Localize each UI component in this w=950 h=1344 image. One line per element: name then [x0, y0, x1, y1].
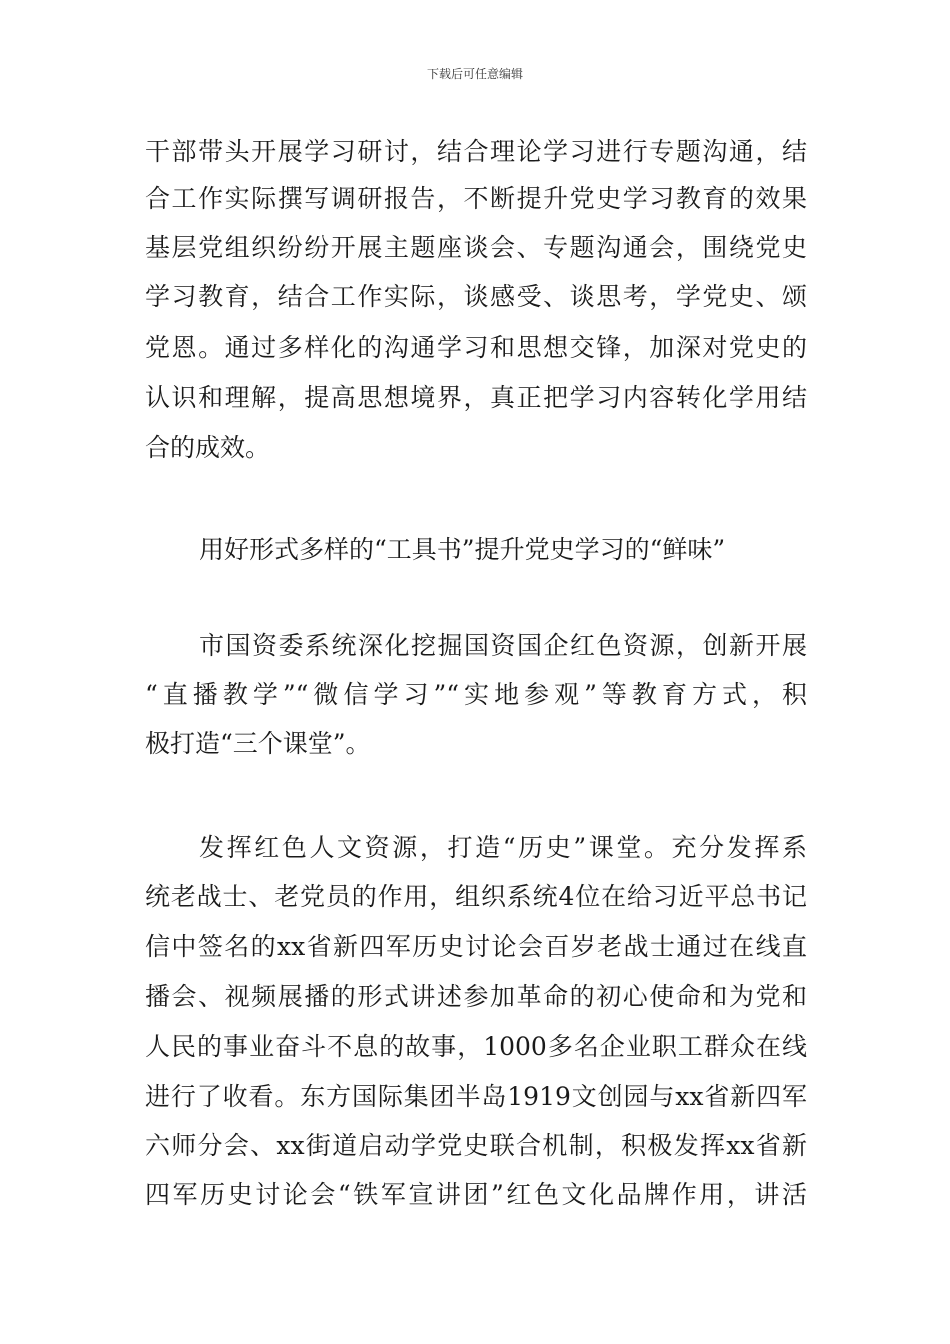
section-heading: 用好形式多样的“工具书”提升党史学习的“鲜味” [199, 535, 726, 564]
paragraph-line: 信中签名的xx省新四军历史讨论会百岁老战士通过在线直 [145, 932, 807, 961]
paragraph-line: 四军历史讨论会“铁军宣讲团”红色文化品牌作用，讲活 [145, 1180, 807, 1209]
paragraph-line: 合的成效。 [145, 433, 271, 462]
paragraph-line: 合工作实际撰写调研报告，不断提升党史学习教育的效果 [145, 184, 807, 213]
paragraph-line: 六师分会、xx街道启动学党史联合机制，积极发挥xx省新 [145, 1131, 807, 1160]
paragraph-line: 播会、视频展播的形式讲述参加革命的初心使命和为党和 [145, 982, 807, 1011]
paragraph-line: 人民的事业奋斗不息的故事，1000多名企业职工群众在线 [145, 1032, 807, 1061]
paragraph-line: 基层党组织纷纷开展主题座谈会、专题沟通会，围绕党史 [145, 233, 807, 262]
paragraph-line: 发挥红色人文资源，打造“历史”课堂。充分发挥系 [199, 833, 807, 862]
paragraph-line: “直播教学”“微信学习”“实地参观”等教育方式，积 [145, 680, 807, 709]
paragraph-line: 市国资委系统深化挖掘国资国企红色资源，创新开展 [199, 631, 807, 660]
paragraph-line: 认识和理解，提高思想境界，真正把学习内容转化学用结 [145, 383, 807, 412]
paragraph-line: 极打造“三个课堂”。 [145, 729, 371, 758]
paragraph-line: 学习教育，结合工作实际，谈感受、谈思考，学党史、颂 [145, 282, 807, 311]
paragraph-line: 党恩。通过多样化的沟通学习和思想交锋，加深对党史的 [145, 333, 807, 362]
page-header-note: 下载后可任意编辑 [426, 67, 523, 81]
paragraph-line: 统老战士、老党员的作用，组织系统4位在给习近平总书记 [145, 882, 807, 911]
paragraph-line: 干部带头开展学习研讨，结合理论学习进行专题沟通，结 [145, 137, 807, 166]
paragraph-line: 进行了收看。东方国际集团半岛1919文创园与xx省新四军 [145, 1082, 807, 1111]
